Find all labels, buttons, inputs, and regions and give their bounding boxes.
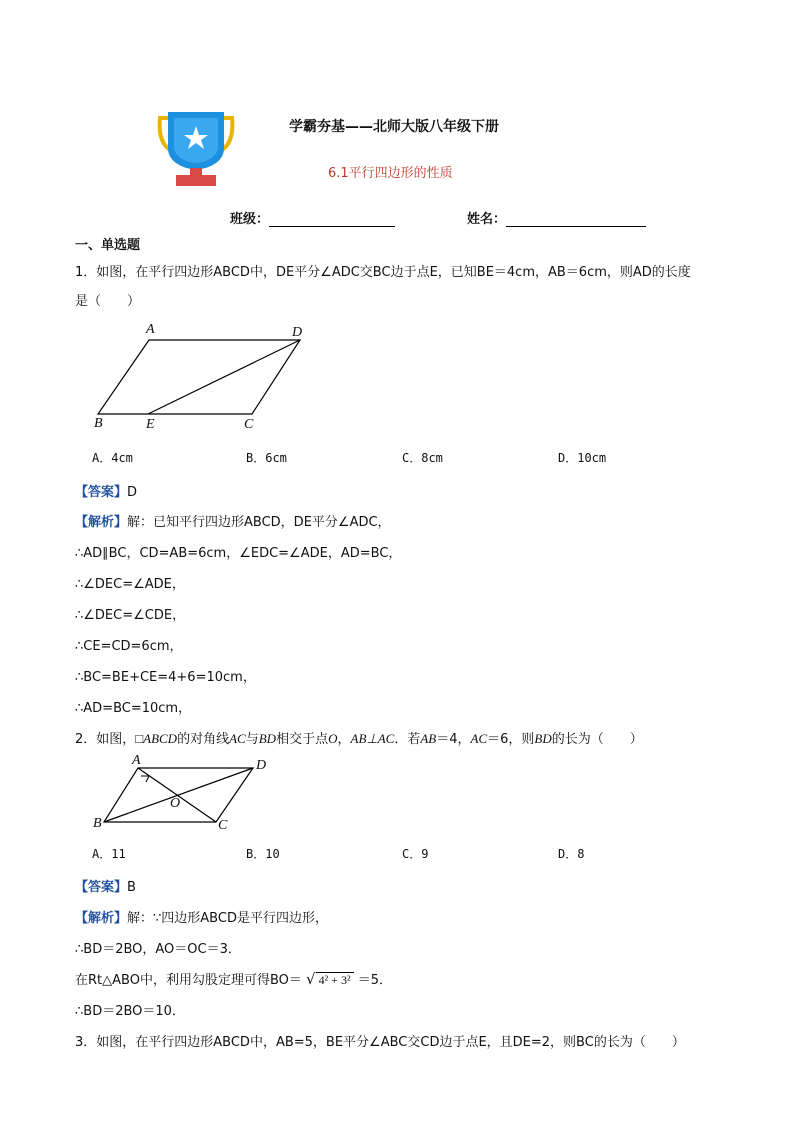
trophy-logo-icon [150, 108, 242, 188]
q1-option-b[interactable]: B．6cm [246, 451, 287, 465]
q1-label-b: B [94, 416, 103, 431]
class-blank[interactable] [269, 212, 395, 227]
q2-answer-value: B [127, 880, 136, 895]
q2-option-c[interactable]: C．9 [402, 847, 429, 861]
q2-analysis-line: ∴BD＝2BO，AO＝OC＝3． [75, 942, 241, 957]
q2-stem-text: ＝4， [436, 732, 471, 747]
name-blank[interactable] [506, 212, 646, 227]
q1-parallelogram [98, 340, 300, 414]
q1-analysis-tag: 【解析】 [75, 515, 128, 530]
q2-analysis-first [75, 907, 328, 926]
q2-answer-tag: 【答案】 [75, 880, 128, 895]
q1-analysis-line: ∴∠DEC=∠ADE， [75, 577, 185, 592]
q2-diagonal-bd [104, 768, 253, 822]
q1-analysis-line: ∴BC=BE+CE=4+6=10cm， [75, 670, 256, 685]
q1-answer-tag: 【答案】 [75, 485, 128, 500]
q2-stem-text: ， [337, 732, 351, 747]
q1-analysis-first [75, 511, 391, 530]
q1-label-e: E [146, 417, 155, 432]
q2-stem-text: ．若 [394, 732, 421, 747]
document-title: 学霸夯基——北师大版八年级下册 [289, 119, 499, 135]
q1-stem-line1: 1．如图，在平行四边形ABCD中，DE平分∠ADC交BC边于点E，已知BE＝4cm，AB＝6cm，则AD的长度 [75, 265, 691, 280]
q1-stem-line2: 是（ ） [75, 294, 141, 309]
q3-stem: 3．如图，在平行四边形ABCD中，AB=5，BE平分∠ABC交CD边于点E，且DE=2，则BC的长为（ ） [75, 1035, 685, 1050]
q1-analysis-line: ∴AD=BC=10cm， [75, 701, 192, 716]
q1-analysis-line: ∴CE=CD=6cm， [75, 639, 183, 654]
q2-label-d: D [256, 758, 267, 773]
q2-stem-text: 的对角线 [177, 732, 230, 747]
q2-analysis-text: ＝5． [357, 973, 392, 988]
name-label: 姓名： [467, 212, 507, 227]
q2-stem-math: BD [534, 731, 552, 746]
q1-answer-value: D [127, 485, 138, 500]
q2-option-b[interactable]: B．10 [246, 847, 280, 861]
q2-parallelogram-figure [98, 758, 268, 830]
q2-stem-text: 的长为（ ） [551, 732, 643, 747]
q2-answer [75, 876, 136, 895]
q2-stem-text: 2．如图， [75, 732, 136, 747]
q1-analysis-line: ∴∠DEC=∠CDE， [75, 608, 186, 623]
q2-analysis-tag: 【解析】 [75, 911, 128, 926]
q2-label-c: C [218, 818, 228, 833]
sqrt-icon: √ [306, 970, 316, 988]
q2-stem-text: 相交于点 [276, 732, 329, 747]
q1-option-a[interactable]: A．4cm [92, 451, 133, 465]
q2-label-b: B [93, 816, 102, 831]
q1-answer [75, 481, 137, 500]
q2-stem-math: AC [470, 731, 488, 746]
q1-analysis-first-text: 解：已知平行四边形ABCD，DE平分∠ADC， [127, 515, 391, 530]
q2-right-angle-mark [141, 776, 149, 782]
q1-label-c: C [244, 417, 254, 432]
q1-option-c[interactable]: C．8cm [402, 451, 443, 465]
q1-segment-de [148, 340, 300, 414]
class-label: 班级： [230, 212, 270, 227]
q2-analysis-line [75, 969, 392, 988]
q2-stem-math: O [328, 731, 338, 746]
q2-stem-math: AC [229, 731, 246, 746]
q2-analysis-line: ∴BD＝2BO＝10． [75, 1004, 185, 1019]
q2-stem-math: □ABCD [135, 731, 178, 746]
document-subtitle: 6.1平行四边形的性质 [328, 166, 453, 181]
q1-parallelogram-figure [88, 320, 318, 435]
q2-sqrt-content: 4² + 3² [316, 972, 354, 987]
class-field [230, 208, 395, 227]
q1-option-d[interactable]: D．10cm [558, 451, 607, 465]
q2-option-a[interactable]: A．11 [92, 847, 126, 861]
q2-label-a: A [132, 753, 141, 768]
q2-stem-text: ＝6，则 [487, 732, 535, 747]
q2-stem-math: AB⊥AC [350, 731, 395, 746]
q2-stem-math: AB [420, 731, 437, 746]
q1-label-d: D [292, 325, 303, 340]
q1-analysis-line: ∴AD∥BC，CD=AB=6cm，∠EDC=∠ADE，AD=BC， [75, 546, 402, 561]
q2-stem-math: BD [258, 731, 277, 746]
q1-label-a: A [146, 322, 155, 337]
name-field [467, 208, 646, 227]
q2-analysis-first-text: 解：∵四边形ABCD是平行四边形， [127, 911, 328, 926]
section-title: 一、单选题 [75, 238, 141, 253]
q2-stem [75, 728, 643, 747]
q2-label-o: O [170, 796, 181, 811]
q2-stem-text: 与 [245, 732, 259, 747]
q2-option-d[interactable]: D．8 [558, 847, 585, 861]
q2-analysis-text: 在Rt△ABO中，利用勾股定理可得BO＝ [75, 973, 302, 988]
